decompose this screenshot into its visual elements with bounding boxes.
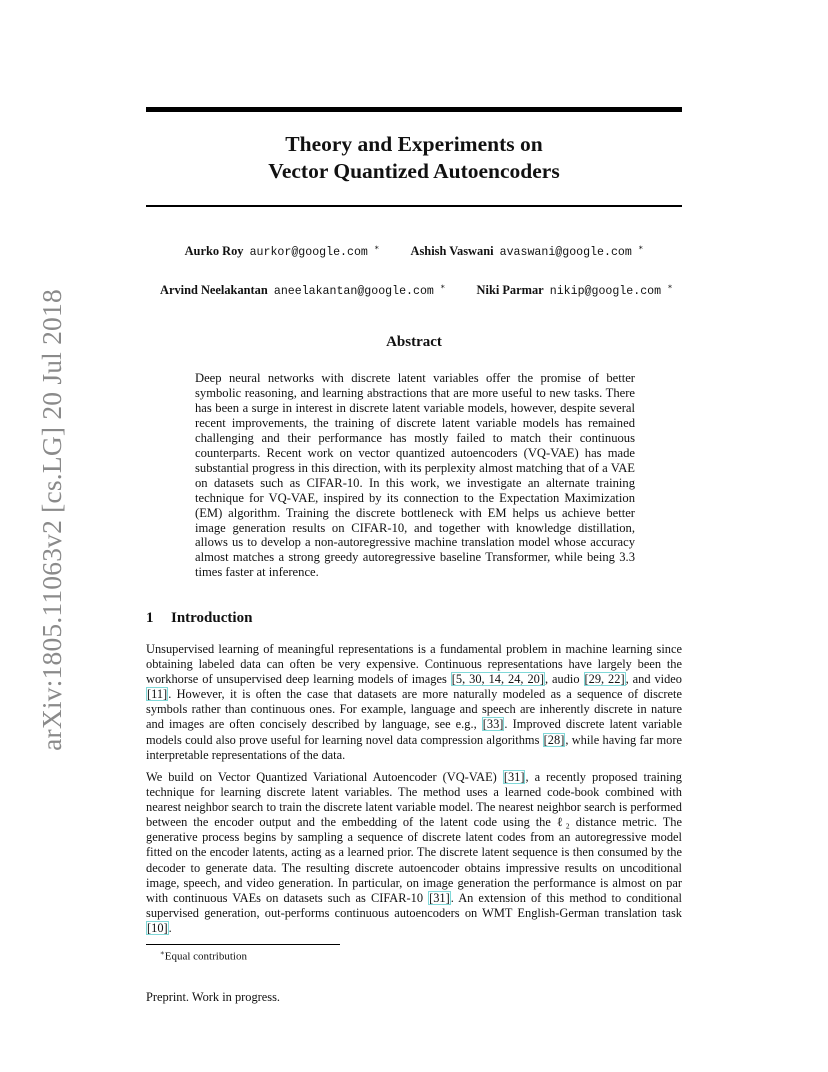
abstract-body: Deep neural networks with discrete latent variables offer the promise of better symbolic reasoning, and learning abstractions that are more useful to new tasks. There has been a surge in interest in discrete latent variable models, however, despite several recent improvements, the training of discrete latent variable models has remained challenging and their performance has mostly failed to match their continuous counterparts. Recent work on vector quantized autoencoders (VQ-VAE) has made substantial progress in this direction, with its perplexity almost matching that of a VAE on datasets such as CIFAR-10. In this work, we investigate an alternate training technique for VQ-VAE, inspired by its connection to the Expectation Maximization (EM) algorithm. Training the discrete bottleneck with EM helps us achieve better image generation results on CIFAR-10, and together with knowledge distillation, allows us to develop a non-autoregressive machine translation model whose accuracy almost matches a strong greedy autoregressive baseline Transformer, while being 3.3 times faster at inference.	[195, 371, 635, 580]
citation-link[interactable]: [31]	[503, 770, 525, 784]
citation-link[interactable]: [28]	[543, 732, 565, 747]
citation-link[interactable]: [29, 22]	[584, 672, 625, 687]
paragraph-text: , a recently proposed training technique for learning discrete latent variables. The method uses a learned code-book combined with nearest neighbor search to train the discrete latent variable model. The nearest neighbor search is performed between the encoder output and the embedding of the latent code using the ℓ₂ distance metric. The generative process begins by sampling a sequence of discrete latent codes from an autoregressive model fitted on the encoder latents, acting as a learned prior. The discrete latent sequence is then consumed by the decoder to generate data. The resulting discrete autoencoder obtains impressive results on uncoditional image, speech, and video generation. In particular, on image generation the performance is almost on par with continuous VAEs on datasets such as CIFAR-10	[146, 770, 682, 905]
author-email[interactable]: aneelakantan@google.com	[273, 285, 434, 299]
author-footnote-mark: ∗	[440, 282, 446, 291]
author-name: Niki Parmar	[476, 283, 544, 298]
footnote-mark: ∗	[160, 949, 165, 957]
author-email[interactable]: aurkor@google.com	[249, 246, 368, 260]
footnote-rule	[146, 944, 340, 945]
title-line-2: Vector Quantized Autoencoders	[268, 159, 560, 183]
intro-paragraph-1	[146, 642, 682, 763]
author-entry	[185, 243, 380, 259]
author-name: Arvind Neelakantan	[160, 283, 268, 298]
citation-link[interactable]: [31]	[429, 890, 450, 905]
author-footnote-mark: ∗	[373, 243, 380, 252]
citation-link[interactable]: [33]	[482, 717, 504, 732]
author-row-2	[146, 282, 682, 298]
paragraph-text: , while having far more interpretable representations of the data.	[146, 732, 682, 762]
paragraph-text: . However, it is often the case that datasets are more naturally modeled as a sequence of discrete symbols rather than continuous ones. For example, language and speech are inherently discrete in nature and images are often concisely described by language, see e.g.,	[146, 687, 682, 732]
intro-paragraph-2	[146, 770, 682, 936]
author-name: Ashish Vaswani	[410, 244, 494, 259]
title-top-rule	[146, 107, 682, 112]
paragraph-text: Unsupervised learning of meaningful representations is a fundamental problem in machine learning since obtaining labeled data can often be very expensive. Continuous representations have largely been the workhorse of unsupervised deep learning models of images	[146, 642, 682, 687]
author-entry	[160, 282, 445, 298]
paragraph-text: . An extension of this method to conditional supervised generation, out-performs continuous autoencoders on WMT English-German translation task	[146, 890, 682, 920]
section-number: 1	[146, 610, 154, 626]
author-email[interactable]: nikip@google.com	[549, 285, 662, 299]
citation-link[interactable]: [11]	[147, 687, 168, 702]
paragraph-text: , audio	[544, 672, 584, 687]
arxiv-identifier-stamp: arXiv:1805.11063v2 [cs.LG] 20 Jul 2018	[36, 289, 67, 751]
author-entry	[477, 282, 673, 298]
footnote-text: Equal contribution	[164, 950, 247, 963]
paper-title	[146, 131, 682, 185]
paragraph-text: We build on Vector Quantized Variational Autoencoder (VQ-VAE)	[146, 770, 503, 784]
paragraph-text: . Improved discrete latent variable models could also prove useful for learning novel data compression algorithms	[146, 717, 682, 747]
author-name: Aurko Roy	[184, 244, 244, 259]
author-footnote-mark: ∗	[667, 282, 673, 291]
author-row-1	[146, 243, 682, 259]
paragraph-text: , and video	[625, 672, 682, 687]
citation-link[interactable]: [5, 30, 14, 24, 20]	[451, 672, 544, 687]
section-title: Introduction	[171, 610, 253, 626]
section-heading-introduction	[146, 610, 252, 627]
paragraph-text: .	[168, 920, 172, 935]
author-entry	[411, 243, 644, 259]
citation-link[interactable]: [10]	[147, 920, 168, 935]
abstract-heading: Abstract	[386, 334, 442, 350]
author-footnote-mark: ∗	[637, 243, 644, 252]
title-line-1: Theory and Experiments on	[285, 132, 543, 156]
footnote	[160, 949, 247, 963]
author-email[interactable]: avaswani@google.com	[499, 246, 632, 260]
preprint-note: Preprint. Work in progress.	[146, 990, 281, 1004]
title-bottom-rule	[146, 205, 682, 207]
